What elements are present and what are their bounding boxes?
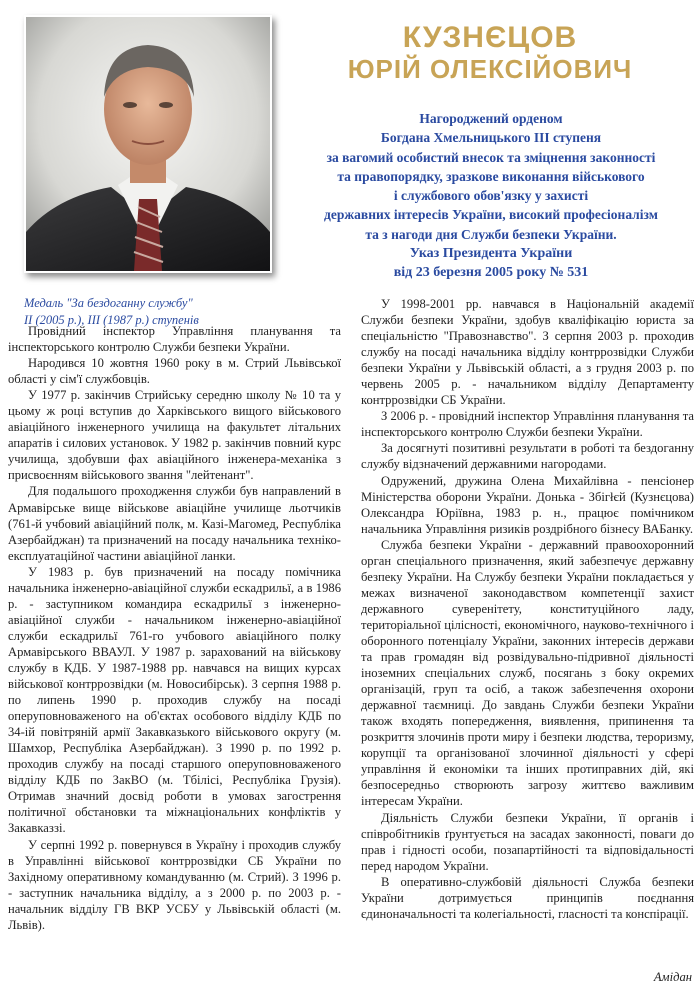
paragraph: Народився 10 жовтня 1960 року в м. Стрий Львівської області у сім'ї службовців.: [8, 356, 341, 387]
award-line: і службового обов'язку у захисті: [393, 188, 589, 204]
paragraph: Провідний інспектор Управління планування та інспекторського контролю Служби безпеки України.: [8, 324, 341, 355]
award-line: та правопорядку, зразкове виконання військового: [337, 168, 645, 184]
award-text: [290, 109, 692, 283]
given-names: ЮРІЙ ОЛЕКСІЙОВИЧ: [347, 54, 633, 84]
paragraph: У 1977 р. закінчив Стрийську середню школу № 10 та у цьому ж році вступив до Харківського вищого військового авіаційного інженерного училища на факультет літальних апаратів і силових установок. У 1982 р. закінчив повний курс училища, здобувши фах авіаційного інженера-механіка з присвоєнням військового звання "лейтенант".: [8, 388, 341, 483]
medal-line: Медаль "За бездоганну службу": [24, 296, 193, 310]
paragraph: З 2006 р. - провідний інспектор Управління планування та інспекторського контролю Служби безпеки України.: [361, 409, 694, 440]
medal-line: ІІ (2005 р.), ІІІ (1987 р.) ступенів: [24, 313, 199, 327]
paragraph: У серпні 1992 р. повернувся в Україну і проходив службу в Управлінні військової контррозвідки СБ України по Західному оперативному командуванню (м. Стрий). З 1996 р. - заступник начальника відділу, а з 2000 р. по 2003 р. - начальник відділу ГВ ВКР УСБУ у Львівській області (м. Львів).: [8, 837, 341, 932]
portrait-photo: [24, 15, 272, 273]
award-decree-date: від 23 березня 2005 року № 531: [393, 265, 589, 281]
paragraph: У 1983 р. був призначений на посаду помічника начальника інженерно-авіаційної служби ескадрильї, а в 1986 р. - заступником командира ескадрильї з інженерно-авіаційної служби - начальником інженерно-авіаційної служби ескадрильї 761-го учбового авіаційного полку Армавірського ВВАУЛ. У 1987 р. зарахований на військову службу в КДБ. У 1987-1988 рр. навчався на вищих курсах військової контррозвідки (м. Новосибірськ). З серпня 1988 р. по липень 1990 р. проходив службу на посаді оперуповноваженого на об'єктах особового відділу КДБ по 34-ій повітряній армії Закавказького військового округу (м. Шамхор, Республіка Азербайджан). З 1990 р. по 1992 р. проходив службу на посаді старшого оперуповноваженого відділу КДБ по ЗакВО (м. Тбілісі, Республіка Грузія). Отримав значний досвід роботи в умовах загострення політичної обстановки та міжнаціональних конфліктів у Закавказзі.: [8, 564, 341, 836]
award-line: Нагороджений орденом: [419, 111, 563, 126]
paragraph: У 1998-2001 рр. навчався в Національній академії Служби безпеки України, здобув кваліфікацію юриста за спеціальністю "Правознавство". З серпня 2003 р. проходив службу на посаді начальника відділу контррозвідки Служби безпеки України у Львівській області, а з грудня 2003 р. по червень 2005 р. - начальником відділу Департаменту контррозвідки СБ України.: [361, 297, 694, 408]
biography-right-column: [361, 296, 694, 922]
biography-left-column: [8, 323, 341, 933]
paragraph: Для подальшого проходження служби був направлений в Армавірське вище військове авіаційне училище льотчиків (761-й учбовий авіаційний полк, м. Казі-Магомед, Республіка Азербайджан) та призначений на посаду начальника техніко-експлуатаційної частини авіаційної ланки.: [8, 484, 341, 563]
paragraph: За досягнуті позитивні результати в роботі та бездоганну службу відзначений державними нагородами.: [361, 441, 694, 472]
paragraph: Служба безпеки України - державний правоохоронний орган спеціального призначення, який забезпечує державну безпеку України. На Службу безпеки України покладається у межах визначеної законодавством компетенції захист державного суверенітету, конституційного ладу, територіальної цілісності, економічного, науково-технічного і оборонного потенціалу України, законних інтересів держави та прав громадян від розвідувально-підривної діяльності іноземних спеціальних служб, посягань з боку окремих організацій, груп та осіб, а також забезпечення охорони державної таємниці. До завдань Служби безпеки України також входять попередження, виявлення, припинення та розкриття злочинів проти миру і безпеки людства, тероризму, корупції та організованої злочинної діяльності у сфері управління й економіки та інших протиправних дій, які безпосередньо створюють загрозу життєво важливим інтересам України.: [361, 537, 694, 809]
award-decree-title: Указ Президента України: [409, 246, 573, 262]
award-line: за вагомий особистий внесок та зміцнення законності: [326, 149, 656, 165]
portrait-image: [26, 17, 270, 271]
award-line: Богдана Хмельницького ІІІ ступеня: [380, 130, 602, 146]
award-line: державних інтересів України, високий професіоналізм: [324, 207, 658, 223]
award-line: та з нагоди дня Служби безпеки України.: [365, 226, 617, 242]
paragraph: В оперативно-службовій діяльності Служба безпеки України дотримується принципів поєднання єдиноначальності та колегіальності, гласності та конспірації.: [361, 874, 694, 921]
paragraph: Діяльність Служби безпеки України, її органів і співробітників ґрунтується на засадах законності, поваги до прав і гідності особи, позапартійності та відповідальності перед народом України.: [361, 810, 694, 873]
surname: КУЗНЄЦОВ: [402, 21, 578, 54]
author-signature: Амідан: [653, 970, 692, 984]
person-name: [290, 22, 690, 84]
paragraph: Одружений, дружина Олена Михайлівна - пенсіонер Міністерства оборони України. Донька - Збігłєй (Кузнєцова) Олександра Юріївна, 1983 р. н., працює помічником начальника Управління ризиків роздрібного бізнесу ВАБанку.: [361, 473, 694, 536]
